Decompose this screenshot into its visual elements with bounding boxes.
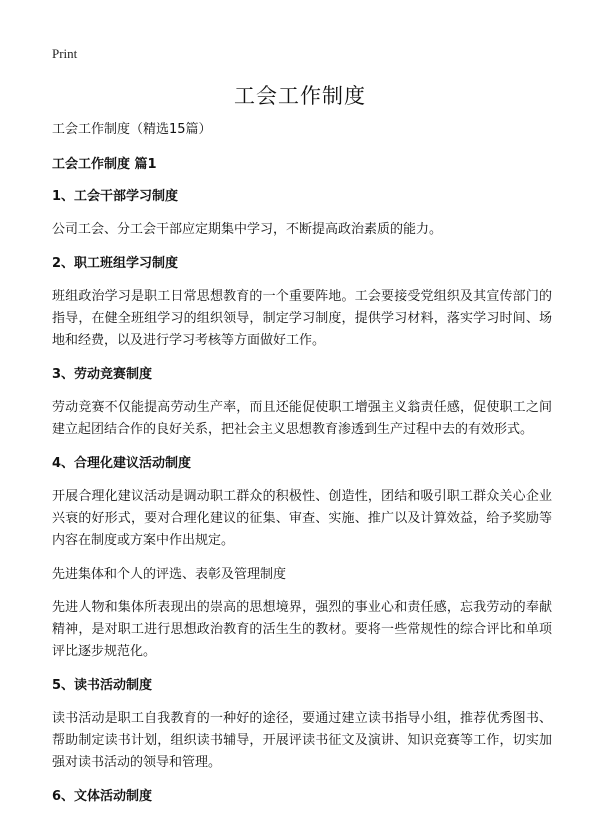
section-heading-2: 2、职工班组学习制度	[52, 256, 179, 271]
section-text-4: 开展合理化建议活动是调动职工群众的积极性、创造性，团结和吸引职工群众关心企业兴衰的好形式，要对合理化建议的征集、审查、实施、推广以及计算效益，给予奖励等内容在制度或方案中作出规定。	[52, 489, 552, 548]
section-subheading-4: 先进集体和个人的评选、表彰及管理制度	[52, 567, 287, 582]
section-text-3: 劳动竞赛不仅能提高劳动生产率，而且还能促使职工增强主义翁责任感，促使职工之间建立起团结合作的良好关系，把社会主义思想教育渗透到生产过程中去的有效形式。	[52, 400, 552, 437]
document-subtitle: 工会工作制度（精选15篇）	[52, 122, 212, 137]
section-heading-3: 3、劳动竞赛制度	[52, 367, 153, 382]
section-text-2: 班组政治学习是职工日常思想教育的一个重要阵地。工会要接受党组织及其宣传部门的指导，在健全班组学习的组织领导，制定学习制度，提供学习材料，落实学习时间、场地和经费，以及进行学习考核等方面做好工作。	[52, 289, 552, 348]
section-heading-5: 5、读书活动制度	[52, 678, 153, 693]
section-heading-4: 4、合理化建议活动制度	[52, 456, 192, 471]
print-label: Print	[52, 46, 78, 61]
section-heading-1: 1、工会干部学习制度	[52, 189, 179, 204]
section-heading-6: 6、文体活动制度	[52, 789, 153, 804]
part-heading: 工会工作制度 篇1	[52, 157, 157, 172]
section-text-1: 公司工会、分工会干部应定期集中学习，不断提高政治素质的能力。	[52, 222, 443, 237]
page-title: 工会工作制度	[234, 84, 366, 108]
document-body	[52, 120, 552, 819]
section-subtext-4: 先进人物和集体所表现出的崇高的思想境界，强烈的事业心和责任感，忘我劳动的奉献精神，是对职工进行思想政治教育的活生生的教材。要将一些常规性的综合评比和单项评比逐步规范化。	[52, 600, 552, 659]
section-text-5: 读书活动是职工自我教育的一种好的途径，要通过建立读书指导小组，推荐优秀图书、帮助制定读书计划，组织读书辅导，开展评读书征文及演讲、知识竞赛等工作，切实加强对读书活动的领导和管理。	[52, 711, 552, 770]
